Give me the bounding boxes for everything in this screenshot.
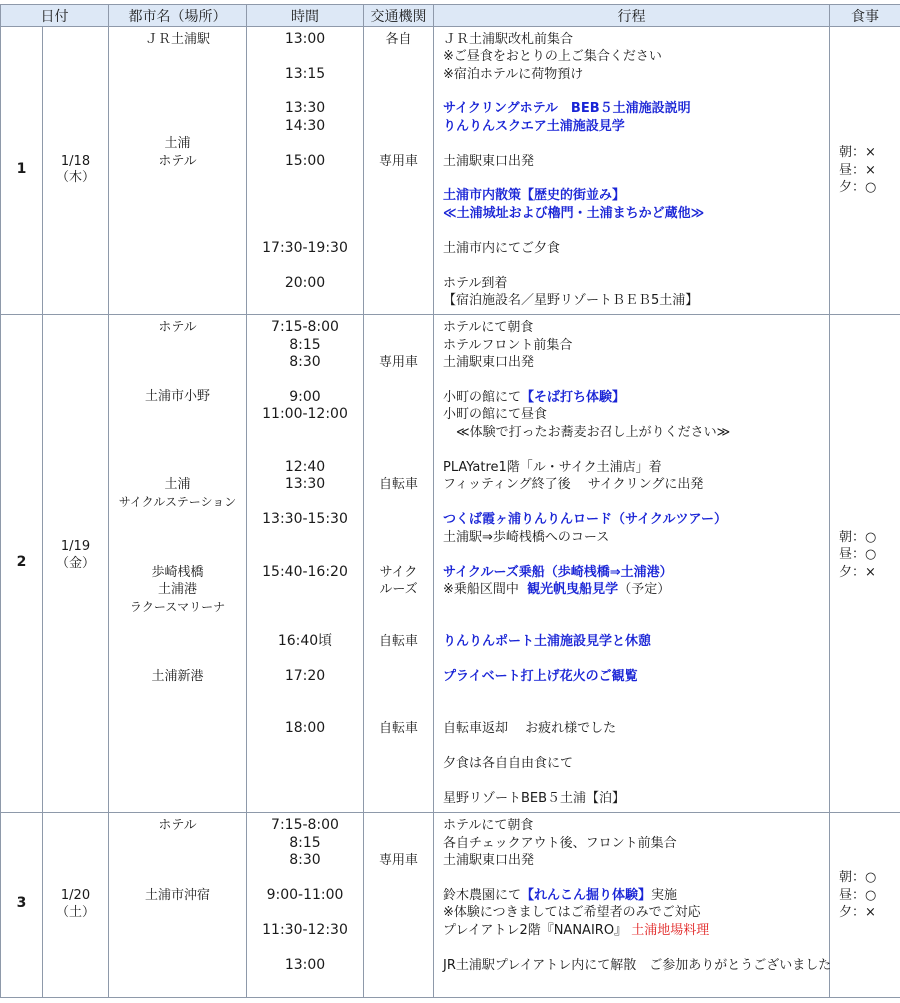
- itinerary-line: [434, 887, 829, 904]
- itinerary-line: [434, 389, 829, 406]
- itinerary-line: ≪体験で打ったお蕎麦お召し上がりください≫: [456, 425, 731, 440]
- city-name: 土浦市小野: [144, 389, 210, 404]
- itinerary-line: 星野リゾートBEB５土浦【泊】: [443, 791, 626, 806]
- meal-text: 夕：○: [839, 180, 877, 195]
- time-value: 14:30: [284, 118, 326, 134]
- itinerary-table: [0, 4, 900, 998]
- header-row: [1, 5, 900, 27]
- itinerary-line: 自転車返却 お疲れ様でした: [443, 721, 617, 736]
- itinerary-line: 土浦市内散策【歴史的街並み】: [443, 188, 626, 203]
- time-value: 16:40頃: [277, 633, 333, 649]
- itinerary-cell: [434, 27, 830, 315]
- meals-cell: [830, 813, 900, 998]
- itinerary-line: サイクルーズ乗船（歩崎桟橋⇒土浦港）: [443, 565, 673, 580]
- city-name: ＪＲ土浦駅: [144, 32, 210, 47]
- time-value: 11:00-12:00: [262, 406, 348, 422]
- date-cell: [43, 27, 109, 315]
- weekday-text: （木）: [55, 170, 95, 185]
- city-name: ホテル: [158, 320, 197, 335]
- date-text: 1/18: [60, 154, 91, 169]
- meals-cell: [830, 315, 900, 813]
- itinerary-line: 夕食は各自自由食にて: [443, 756, 574, 771]
- header-date: 日付: [1, 5, 109, 27]
- itinerary-line: ホテル到着: [443, 276, 508, 291]
- date-cell: [43, 315, 109, 813]
- city-name: ラクースマリーナ: [129, 600, 226, 614]
- itinerary-highlight: 観光帆曳船見学: [527, 582, 619, 597]
- time-value: 9:00: [289, 389, 321, 405]
- itinerary-line: ＪＲ土浦駅改札前集合: [443, 32, 574, 47]
- day-number-text: 2: [16, 554, 27, 570]
- date-text: 1/20: [60, 888, 91, 903]
- transport-text: 専用車: [378, 154, 418, 169]
- itinerary-tail: （予定）: [618, 582, 671, 597]
- time-value: 7:15-8:00: [271, 319, 339, 335]
- time-cell: [247, 813, 364, 998]
- itinerary-text: ※乗船区間中: [443, 582, 519, 597]
- time-value: 9:00-11:00: [266, 887, 344, 903]
- time-value: 13:30: [284, 100, 326, 116]
- transport-text: 専用車: [378, 355, 418, 370]
- itinerary-text: 鈴木農園にて: [443, 888, 522, 903]
- city-name: 土浦市沖宿: [144, 888, 210, 903]
- city-cell: [109, 27, 247, 315]
- time-value: 18:00: [284, 720, 326, 736]
- header-time: 時間: [247, 5, 364, 27]
- itinerary-highlight: 【れんこん掘り体験】: [521, 888, 652, 903]
- city-name: サイクルステーション: [118, 495, 237, 509]
- meal-text: 朝：×: [839, 145, 876, 160]
- time-value: 15:00: [284, 153, 326, 169]
- meal-text: 夕：×: [839, 905, 876, 920]
- itinerary-line: ※宿泊ホテルに荷物預け: [443, 67, 584, 82]
- itinerary-line: [434, 922, 829, 939]
- time-value: 15:40-16:20: [262, 564, 348, 580]
- city-name: 土浦: [164, 477, 191, 492]
- transport-text: 自転車: [378, 721, 418, 736]
- weekday-text: （金）: [55, 556, 95, 571]
- itinerary-text: プレイアトレ2階『NANAIRO』: [443, 923, 628, 938]
- transport-text: 各自: [385, 32, 412, 47]
- itinerary-line: 土浦駅東口出発: [443, 154, 535, 169]
- date-cell: [43, 813, 109, 998]
- time-value: 11:30-12:30: [262, 922, 348, 938]
- itinerary-highlight: 【そば打ち体験】: [521, 390, 626, 405]
- time-value: 12:40: [284, 459, 326, 475]
- itinerary-line: ※体験につきましてはご希望者のみでご対応: [443, 905, 701, 920]
- time-cell: [247, 315, 364, 813]
- day-row-3: [1, 813, 900, 998]
- day-row-1: [1, 27, 900, 315]
- itinerary-highlight: 土浦地場料理: [631, 923, 710, 938]
- itinerary-line: 【宿泊施設名／星野リゾートＢＥＢ5土浦】: [443, 293, 699, 308]
- itinerary-line: [434, 581, 829, 598]
- day-number: [1, 315, 43, 813]
- transport-text: 専用車: [378, 853, 418, 868]
- itinerary-line: 小町の館にて昼食: [443, 407, 548, 422]
- meal-text: 朝：○: [839, 870, 877, 885]
- itinerary-line: りんりんスクエア土浦施設見学: [443, 119, 625, 134]
- itinerary-line: 土浦駅東口出発: [443, 355, 535, 370]
- time-value: 13:00: [284, 31, 326, 47]
- itinerary-line: ホテルフロント前集合: [443, 338, 573, 353]
- itinerary-cell: [434, 315, 830, 813]
- day-number: [1, 813, 43, 998]
- time-value: 8:30: [289, 354, 321, 370]
- time-value: 17:20: [284, 668, 326, 684]
- time-value: 13:15: [284, 66, 326, 82]
- date-text: 1/19: [60, 539, 91, 554]
- transport-text: ルーズ: [379, 582, 418, 597]
- day-number-text: 1: [16, 161, 27, 177]
- time-cell: [247, 27, 364, 315]
- meal-text: 夕：×: [839, 565, 876, 580]
- itinerary-line: 土浦駅⇒歩崎桟橋へのコース: [443, 530, 610, 545]
- itinerary-line: ≪土浦城址および櫓門・土浦まちかど蔵他≫: [443, 206, 705, 221]
- time-value: 13:30: [284, 476, 326, 492]
- city-name: 土浦港: [157, 582, 197, 597]
- meals-cell: [830, 27, 900, 315]
- itinerary-tail: 実施: [651, 888, 678, 903]
- transport-text: 自転車: [378, 634, 418, 649]
- city-name: ホテル: [158, 818, 197, 833]
- itinerary-line: サイクリングホテル BEB５土浦施設説明: [443, 101, 691, 116]
- itinerary-line: JR土浦駅プレイアトレ内にて解散 ご参加ありがとうございました: [443, 958, 832, 973]
- meal-text: 昼：×: [839, 163, 876, 178]
- itinerary-line: 土浦駅東口出発: [443, 853, 535, 868]
- city-name: 歩崎桟橋: [151, 565, 204, 580]
- header-meals: 食事: [830, 5, 900, 27]
- header-itinerary: 行程: [434, 5, 830, 27]
- itinerary-line: ホテルにて朝食: [443, 818, 534, 833]
- city-cell: [109, 813, 247, 998]
- time-value: 20:00: [284, 275, 326, 291]
- itinerary-text: 小町の館にて: [443, 390, 522, 405]
- time-value: 8:15: [289, 835, 321, 851]
- meal-text: 昼：○: [839, 888, 877, 903]
- itinerary-line: 土浦市内にてご夕食: [443, 241, 561, 256]
- itinerary-line: ※ご昼食をおとりの上ご集合ください: [443, 49, 662, 64]
- itinerary-line: ホテルにて朝食: [443, 320, 534, 335]
- transport-cell: [364, 813, 434, 998]
- day-number-text: 3: [16, 895, 27, 911]
- time-value: 8:30: [289, 852, 321, 868]
- header-city: 都市名（場所）: [109, 5, 247, 27]
- itinerary-line: つくば霞ヶ浦りんりんロード（サイクルツアー）: [443, 512, 728, 527]
- itinerary-cell: [434, 813, 830, 998]
- time-value: 17:30-19:30: [262, 240, 348, 256]
- city-name: 土浦新港: [151, 669, 204, 684]
- transport-text: 自転車: [378, 477, 418, 492]
- weekday-text: （土）: [55, 905, 95, 920]
- city-name: ホテル: [158, 154, 197, 169]
- transport-text: サイク: [379, 565, 418, 580]
- itinerary-line: りんりんポート土浦施設見学と休憩: [443, 634, 652, 649]
- header-transport: 交通機関: [364, 5, 434, 27]
- day-number: [1, 27, 43, 315]
- transport-cell: [364, 27, 434, 315]
- itinerary-line: フィッティング終了後 サイクリングに出発: [443, 477, 704, 492]
- time-value: 13:30-15:30: [262, 511, 348, 527]
- meal-text: 朝：○: [839, 530, 877, 545]
- itinerary-line: プライベート打上げ花火のご観覧: [443, 669, 638, 684]
- day-row-2: [1, 315, 900, 813]
- itinerary-line: PLAYatre1階「ル・サイク土浦店」着: [443, 460, 662, 475]
- city-name: 土浦: [164, 136, 191, 151]
- time-value: 8:15: [289, 337, 321, 353]
- itinerary-line: 各自チェックアウト後、フロント前集合: [443, 836, 677, 851]
- meal-text: 昼：○: [839, 547, 877, 562]
- time-value: 13:00: [284, 957, 326, 973]
- city-cell: [109, 315, 247, 813]
- time-value: 7:15-8:00: [271, 817, 339, 833]
- transport-cell: [364, 315, 434, 813]
